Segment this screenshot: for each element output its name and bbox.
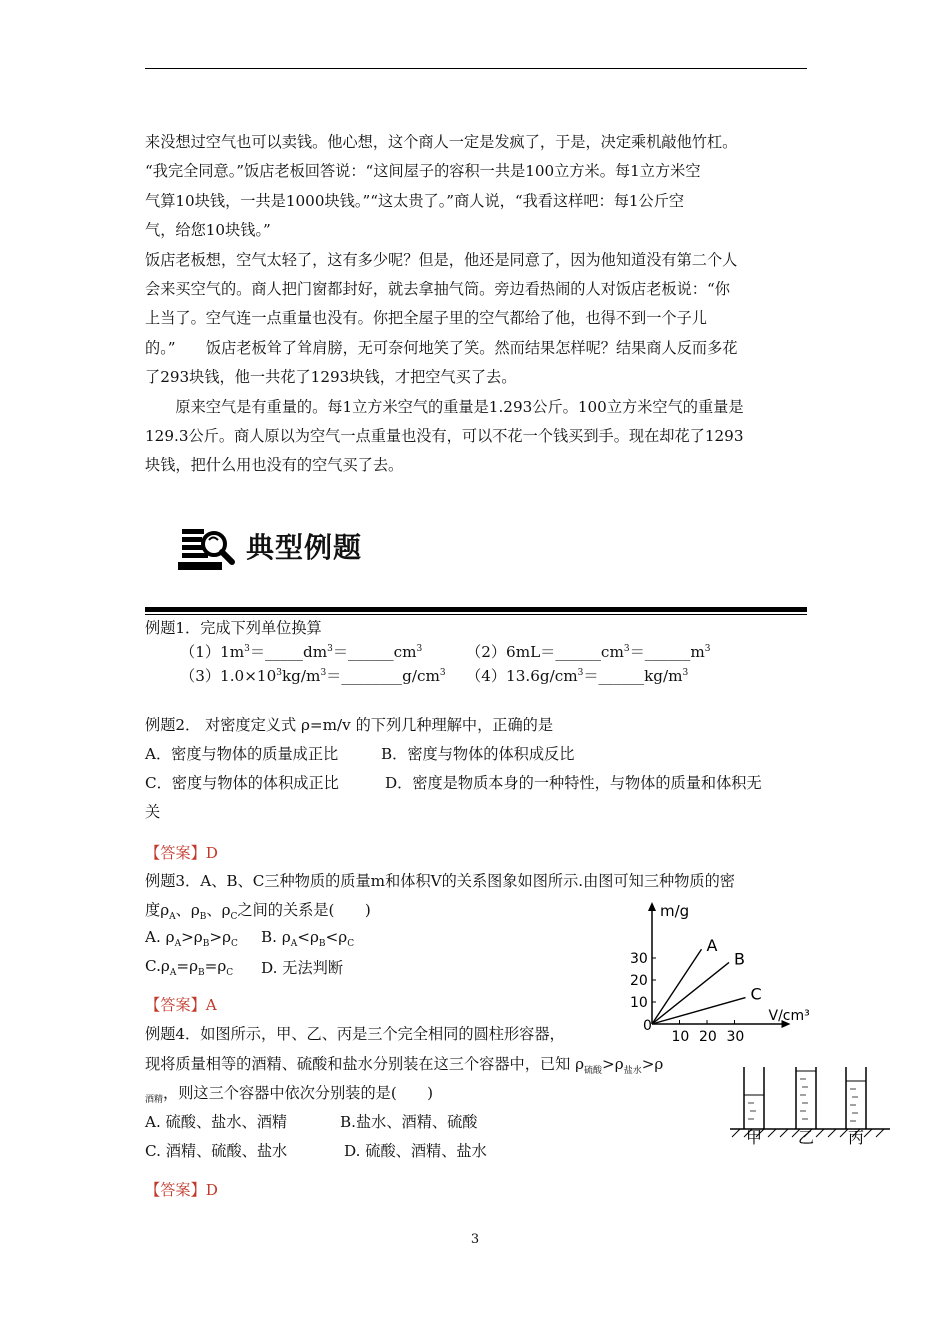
ex3-title-cont: 度$\rho_A$、$\rho_B$、$\rho_C$之间的关系是( ) bbox=[145, 901, 371, 923]
ex1-q3: $(3)1.0\times 10^3kg/m^3=\_\_\_\_\_\_\_\_g/cm^3$ bbox=[180, 667, 446, 685]
story-line: 的。” 饭店老板耸了耸肩膀，无可奈何地笑了笑。然而结果怎样呢？结果商人反而多花 bbox=[145, 338, 738, 357]
ex3-option-a: A. $\rho_A>\rho_B>\rho_C$ bbox=[145, 928, 238, 950]
ex4-option-d: D. 硫酸、酒精、盐水 bbox=[344, 1142, 487, 1160]
story-line: 会来买空气的。商人把门窗都封好，就去拿抽气筒。旁边看热闹的人对饭店老板说：“你 bbox=[145, 280, 730, 299]
page-number: 3 bbox=[470, 1232, 480, 1247]
story-line: 原来空气是有重量的。每1立方米空气的重量是1.293公斤。100立方米空气的重量是 bbox=[175, 397, 744, 416]
ex4-title-cont: 现将质量相等的酒精、硫酸和盐水分别装在这三个容器中，已知 $\rho_{硫酸}>\rho_{盐水}>\rho$ bbox=[145, 1055, 664, 1077]
story-line: “我完全同意。”饭店老板回答说：“这间屋子的容积一共是100立方米。每1立方米空 bbox=[145, 162, 701, 181]
ex4-option-c: C. 酒精、硫酸、盐水 bbox=[145, 1142, 288, 1160]
section-title: 典型例题 bbox=[246, 531, 363, 564]
container-yi bbox=[796, 1067, 816, 1129]
answer-value: A bbox=[205, 996, 217, 1014]
ex3-title: 例题3．A、B、C三种物质的质量m和体积V的关系图象如图所示.由图可知三种物质的密 bbox=[145, 872, 735, 890]
x-axis-label: V/cm³ bbox=[768, 1008, 810, 1024]
x-tick-label: 10 bbox=[671, 1029, 690, 1043]
label-jia: 甲 bbox=[746, 1128, 763, 1147]
y-tick-label: 20 bbox=[630, 973, 648, 989]
mass-volume-chart bbox=[622, 898, 852, 1043]
ex1-q4: $(4)13.6g/cm^3=\_\_\_\_\_\_kg/m^3$ bbox=[466, 667, 689, 685]
story-line: 饭店老板想，空气太轻了，这有多少呢？但是，他还是同意了，因为他知道没有第二个人 bbox=[145, 250, 738, 269]
series-label-a: A bbox=[706, 936, 718, 956]
ex4-option-a: A. 硫酸、盐水、酒精 bbox=[145, 1113, 288, 1131]
containers-figure bbox=[728, 1057, 893, 1147]
ex1-q2: $(2)6mL=\_\_\_\_\_\_cm^3=\_\_\_\_\_\_m^3$ bbox=[466, 643, 711, 661]
answer-label: 【答案】 bbox=[145, 1181, 206, 1199]
story-line: 了293块钱，他一共花了1293块钱，才把空气买了去。 bbox=[145, 368, 517, 387]
section-rule-thick bbox=[145, 607, 807, 612]
ex2-option-a: A．密度与物体的质量成正比 bbox=[145, 745, 339, 763]
ex3-option-b: B. $\rho_A<\rho_B<\rho_C$ bbox=[261, 928, 355, 950]
header-rule bbox=[145, 68, 807, 69]
story-line: 上当了。空气连一点重量也没有。你把全屋子里的空气都给了他，也得不到一个子儿 bbox=[145, 309, 707, 328]
ex1-title: 例题1．完成下列单位换算 bbox=[145, 619, 322, 637]
answer-label: 【答案】 bbox=[145, 844, 206, 862]
story-line: 129.3公斤。商人原以为空气一点重量也没有，可以不花一个钱买到手。现在却花了1293 bbox=[145, 427, 744, 446]
ex2-answer bbox=[145, 842, 218, 863]
answer-value: D bbox=[205, 844, 218, 862]
series-label-b: B bbox=[734, 949, 745, 969]
ex3-option-d: D. 无法判断 bbox=[261, 959, 344, 977]
ex2-option-b: B．密度与物体的体积成反比 bbox=[381, 745, 575, 763]
ex3-answer bbox=[145, 994, 217, 1015]
x-tick-label: 20 bbox=[699, 1029, 717, 1043]
story-line: 块钱，把什么用也没有的空气买了去。 bbox=[145, 456, 404, 475]
ex2-option-c: C．密度与物体的体积成正比 bbox=[145, 774, 339, 792]
ex4-title-cont2: $_{酒精}$，则这三个容器中依次分别装的是( ) bbox=[145, 1084, 434, 1106]
section-heading bbox=[176, 522, 436, 578]
x-tick-label: 30 bbox=[726, 1029, 745, 1043]
y-axis-arrow bbox=[648, 902, 656, 911]
answer-value: D bbox=[205, 1181, 218, 1199]
series-label-c: C bbox=[750, 984, 762, 1004]
ex3-option-c: $C.\rho_A=\rho_B=\rho_C$ bbox=[145, 957, 234, 979]
ex4-answer bbox=[145, 1179, 218, 1200]
ex1-q1: $(1)1m^3=\_\_\_\_\_dm^3=\_\_\_\_\_\_cm^3$ bbox=[180, 643, 423, 661]
story-line: 来没想过空气也可以卖钱。他心想，这个商人一定是发疯了，于是，决定乘机敲他竹杠。 bbox=[145, 133, 738, 151]
story-text bbox=[145, 128, 807, 481]
y-tick-label: 10 bbox=[630, 995, 648, 1011]
answer-label: 【答案】 bbox=[145, 996, 206, 1014]
ex4-option-b: B.盐水、酒精、硫酸 bbox=[340, 1113, 478, 1131]
y-axis-label: m/g bbox=[660, 902, 690, 920]
section-rule-thin bbox=[145, 614, 807, 615]
story-line: 气算10块钱，一共是1000块钱。”“这太贵了。”商人说，“我看这样吧：每1公斤空 bbox=[145, 191, 685, 210]
origin-label: 0 bbox=[643, 1018, 652, 1034]
container-bing bbox=[846, 1067, 866, 1129]
y-tick-label: 30 bbox=[630, 951, 648, 967]
ex2-option-d: D．密度是物质本身的一种特性，与物体的质量和体积无 bbox=[385, 774, 762, 792]
label-bing: 丙 bbox=[848, 1128, 865, 1147]
book-magnifier-icon bbox=[176, 522, 236, 576]
story-line: 气，给您10块钱。” bbox=[145, 221, 271, 240]
label-yi: 乙 bbox=[798, 1128, 815, 1147]
container-jia bbox=[744, 1067, 764, 1129]
ex4-title: 例题4．如图所示，甲、乙、丙是三个完全相同的圆柱形容器， bbox=[145, 1025, 565, 1043]
series-line-b bbox=[652, 962, 729, 1024]
ex2-option-d-cont: 关 bbox=[145, 803, 161, 821]
ex2-title: 例题2． 对密度定义式 ρ=m/v 的下列几种理解中，正确的是 bbox=[145, 716, 554, 734]
